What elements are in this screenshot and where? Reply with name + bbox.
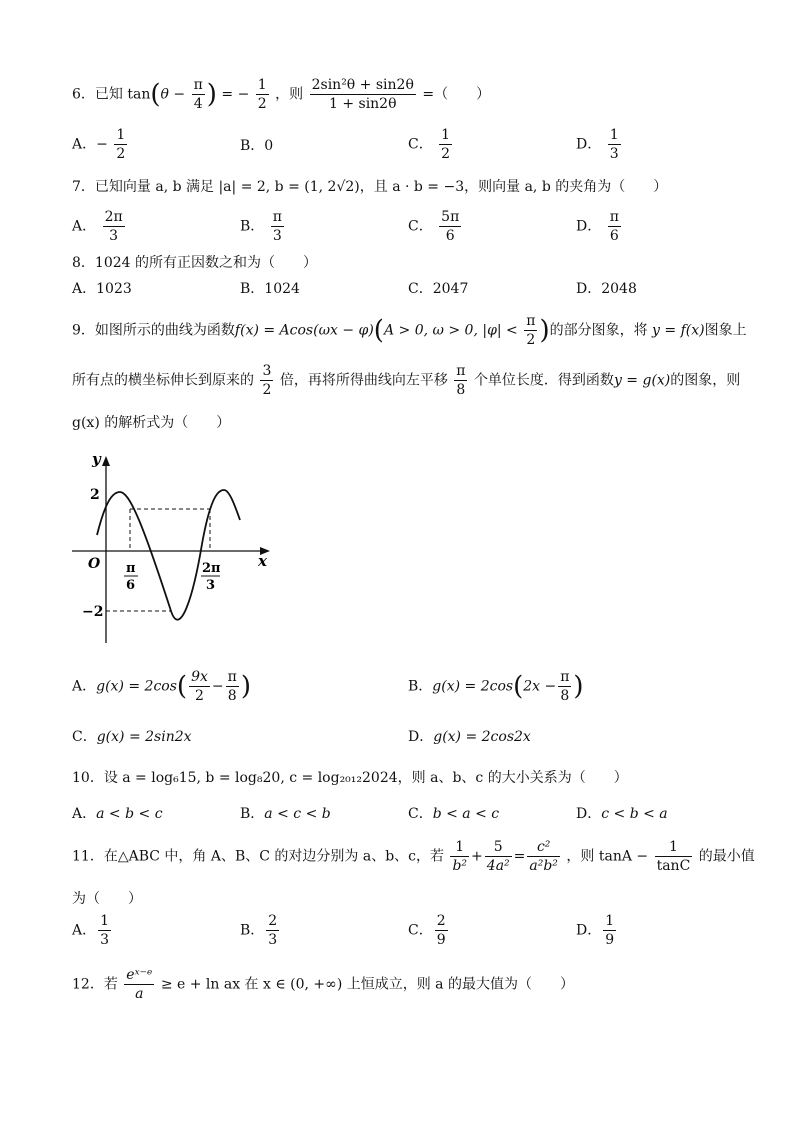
q8-option-a[interactable]: A．1023: [72, 281, 132, 297]
y-bottom-label: −2: [82, 604, 104, 620]
q11-option-c[interactable]: C． $\frac{2}{9}$: [408, 913, 446, 948]
tick2-den: 3: [206, 578, 216, 593]
q7-option-a[interactable]: A． $\frac{2\pi}{3}$: [72, 209, 123, 244]
tick1-num: π: [126, 561, 136, 576]
q6-option-a[interactable]: A．− $\frac{1}{2}$: [72, 127, 126, 162]
q11-option-d[interactable]: D． $\frac{1}{9}$: [576, 913, 615, 948]
q11-stem-line2: 为（ ）: [72, 891, 142, 907]
q12-stem: 12．若 $\frac{\text{eˣ⁻ᵉ}}{a}$ ≥ e + ln ax 在 x ∈ (0, +∞) 上恒成立，则 a 的最大值为（ ）: [72, 967, 574, 1002]
q11-option-a[interactable]: A． $\frac{1}{3}$: [72, 913, 110, 948]
q9-option-b[interactable]: B．g(x) = 2cos(2x − $\frac{\pi}{8}$ ): [408, 669, 584, 704]
origin-label: O: [88, 556, 101, 572]
q10-option-c[interactable]: C．b < a < c: [408, 806, 500, 822]
q6-stem: 6．已知 tan(θ − $\frac{\pi}{4}$ ) = − $\frac{1}{2}$ ，则 $\frac{\text{2sin²θ + sin2θ}}{1 + \sin 2\theta}$ =（ ）: [72, 77, 491, 112]
q9-option-a[interactable]: A．g(x) = 2cos( $\frac{9x}{2}$ − $\frac{\pi}{8}$ ): [72, 669, 251, 704]
q8-option-b[interactable]: B．1024: [240, 281, 300, 297]
q7-option-d[interactable]: D． $\frac{\pi}{6}$: [576, 209, 619, 244]
q7-stem: 7．已知向量 a, b 满足 |a| = 2, b = (1, 2√2)，且 a · b = −3，则向量 a, b 的夹角为（ ）: [72, 179, 668, 195]
q7-option-c[interactable]: C． $\frac{5\pi}{6}$: [408, 209, 460, 244]
q8-stem: 8．1024 的所有正因数之和为（ ）: [72, 255, 317, 271]
q6-option-c[interactable]: C． $\frac{1}{2}$: [408, 127, 451, 162]
q6-option-d[interactable]: D． $\frac{1}{3}$: [576, 127, 619, 162]
q9-stem-line2: 所有点的横坐标伸长到原来的 $\frac{3}{2}$ 倍，再将所得曲线向左平移 $\frac{\pi}{8}$ 个单位长度．得到函数y = g(x)的图象，则: [72, 363, 741, 398]
q10-stem: 10．设 a = log₆15, b = log₈20, c = log₂₀₁₂2024，则 a、b、c 的大小关系为（ ）: [72, 770, 628, 786]
q10-option-a[interactable]: A．a < b < c: [72, 806, 163, 822]
q7-option-b[interactable]: B． $\frac{\pi}{3}$: [240, 209, 282, 244]
q9-option-d[interactable]: D．g(x) = 2cos2x: [408, 729, 531, 745]
q9-stem-line1: 9．如图所示的曲线为函数f(x) = Acos(ωx − φ)(A > 0, ω > 0, |φ| < $\frac{\pi}{2}$ )的部分图象，将 y = f(x)图象上: [72, 313, 747, 348]
q6-option-b[interactable]: B．0: [240, 138, 274, 154]
tick2-num: 2π: [202, 561, 221, 576]
y-top-label: 2: [90, 487, 100, 503]
q11-stem-line1: 11．在△ABC 中，角 A、B、C 的对边分别为 a、b、c，若 $\frac{1}{\text{b²}}$ + $\frac{5}{\text{4a²}}$ = $\frac{\text{c²}}{\text{a²b²}}$ ，则 tanA − $\frac{1}{\tan C}$ 的最小值: [72, 839, 755, 874]
q10-option-d[interactable]: D．c < b < a: [576, 806, 668, 822]
x-axis-label: x: [258, 552, 267, 570]
q8-option-d[interactable]: D．2048: [576, 281, 637, 297]
y-axis-arrow-icon: [102, 456, 110, 466]
q10-option-b[interactable]: B．a < c < b: [240, 806, 331, 822]
q9-stem-line3: g(x) 的解析式为（ ）: [72, 415, 231, 431]
q9-graph: [72, 448, 282, 648]
q9-option-c[interactable]: C．g(x) = 2sin2x: [72, 729, 192, 745]
q11-option-b[interactable]: B． $\frac{2}{3}$: [240, 913, 278, 948]
q8-option-c[interactable]: C．2047: [408, 281, 469, 297]
y-axis-label: y: [92, 450, 101, 468]
tick1-den: 6: [126, 578, 136, 593]
